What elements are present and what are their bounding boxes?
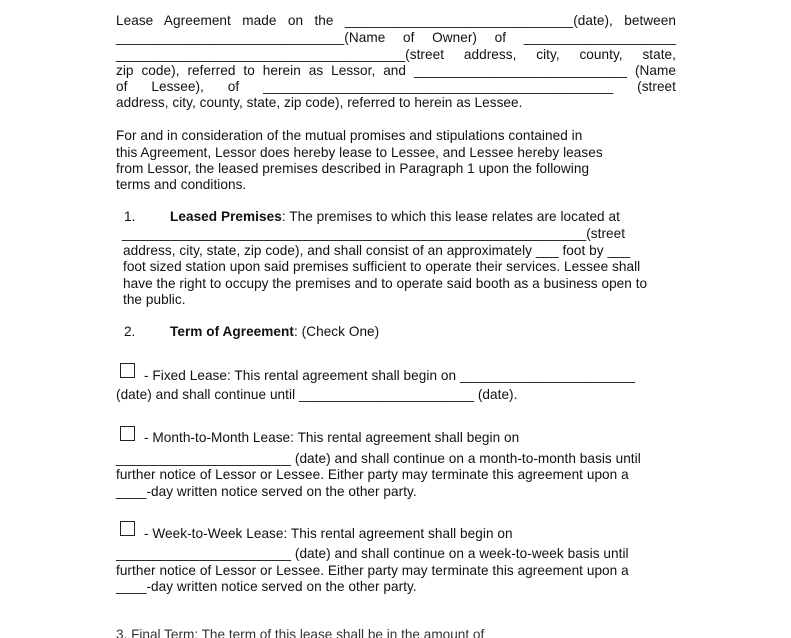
- intro-line-2: ______________________________(Name of Owner) of ____________________: [116, 30, 676, 45]
- section-1-line-1: [170, 209, 620, 225]
- section-2-line: [170, 324, 379, 340]
- fixed-lease-line-2: (date) and shall continue until _______________________ (date).: [116, 387, 518, 402]
- weekly-line-1: - Week-to-Week Lease: This rental agreement shall begin on: [144, 526, 513, 541]
- intro-line-3: ______________________________________(street address, city, county, state,: [116, 47, 676, 62]
- weekly-line-2: _______________________ (date) and shall continue on a week-to-week basis until: [116, 546, 629, 561]
- monthly-line-1: - Month-to-Month Lease: This rental agreement shall begin on: [144, 430, 520, 445]
- intro-line-1: Lease Agreement made on the ______________________________(date), between: [116, 13, 676, 28]
- weekly-line-4: ____-day written notice served on the other party.: [116, 579, 417, 594]
- section-1-line-1-rest: : The premises to which this lease relates are located at: [281, 209, 620, 224]
- cut-off-next-line-text: 3. Final Term: The term of this lease shall be in the amount of: [116, 627, 485, 638]
- section-1-line-4: foot sized station upon said premises sufficient to operate their services. Lessee shall: [123, 259, 641, 274]
- section-1-line-2: _____________________________________________________________(street: [122, 226, 626, 241]
- week-to-week-checkbox[interactable]: [120, 521, 135, 536]
- monthly-line-4: ____-day written notice served on the other party.: [116, 484, 417, 499]
- fixed-lease-checkbox[interactable]: [120, 363, 135, 378]
- consideration-line-3: from Lessor, the leased premises described in Paragraph 1 upon the following: [116, 161, 590, 176]
- section-2-number: 2.: [124, 324, 136, 339]
- section-1-heading: Leased Premises: [170, 209, 282, 224]
- consideration-line-4: terms and conditions.: [116, 177, 247, 192]
- section-1-line-6: the public.: [123, 292, 186, 307]
- monthly-line-3: further notice of Lessor or Lessee. Either party may terminate this agreement upon a: [116, 467, 629, 482]
- section-1-line-3: address, city, state, zip code), and shall consist of an approximately ___ foot by ___: [123, 243, 631, 258]
- fixed-lease-line-1: - Fixed Lease: This rental agreement shall begin on _______________________: [144, 368, 635, 383]
- consideration-line-2: this Agreement, Lessor does hereby lease to Lessee, and Lessee hereby leases: [116, 145, 603, 160]
- section-1-number: 1.: [124, 209, 136, 224]
- section-2-rest: : (Check One): [293, 324, 380, 339]
- monthly-line-2: _______________________ (date) and shall continue on a month-to-month basis until: [116, 451, 641, 466]
- intro-line-4: zip code), referred to herein as Lessor, and ____________________________ (Name: [116, 63, 676, 78]
- month-to-month-checkbox[interactable]: [120, 426, 135, 441]
- consideration-line-1: For and in consideration of the mutual promises and stipulations contained in: [116, 128, 583, 143]
- intro-line-5: of Lessee), of ______________________________________________ (street: [116, 79, 676, 94]
- section-2-heading: Term of Agreement: [170, 324, 294, 339]
- intro-line-6: address, city, county, state, zip code), referred to herein as Lessee.: [116, 95, 523, 110]
- weekly-line-3: further notice of Lessor or Lessee. Either party may terminate this agreement upon a: [116, 563, 629, 578]
- cut-off-next-line: [116, 622, 676, 638]
- section-1-line-5: have the right to occupy the premises and to operate said booth as a business open to: [123, 276, 648, 291]
